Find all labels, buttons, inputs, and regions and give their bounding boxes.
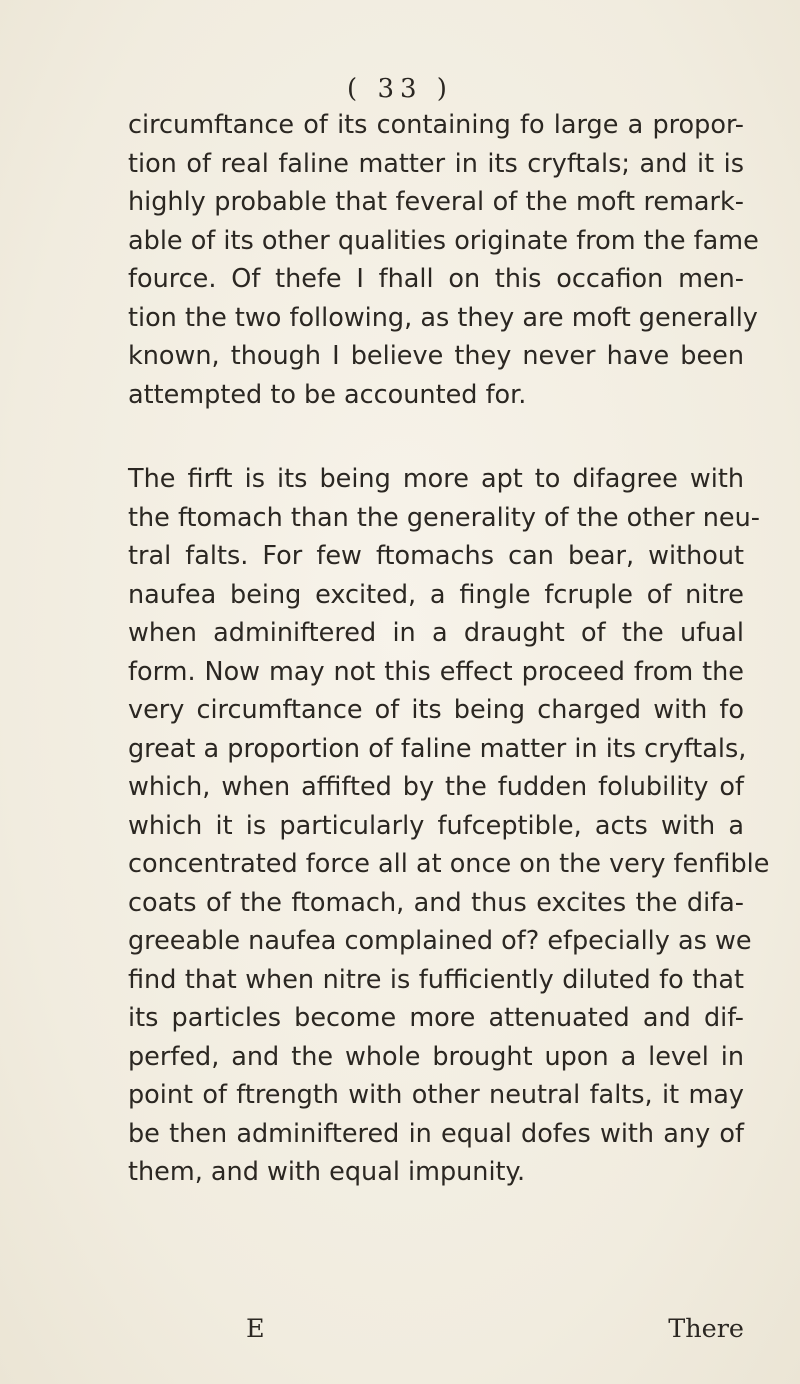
text-line: when adminiftered in a draught of the ufual — [128, 618, 744, 648]
signature-mark: E — [246, 1314, 265, 1344]
text-line: concentrated force all at once on the very fenfible — [128, 849, 770, 879]
text-line: circumftance of its containing fo large a propor- — [128, 110, 744, 140]
text-line: tral falts. For few ftomachs can bear, without — [128, 541, 744, 571]
text-line: able of its other qualities originate from the fame — [128, 225, 759, 256]
text-line: which, when affifted by the fudden folubility of — [128, 772, 744, 802]
page-number: ( 33 ) — [347, 74, 453, 104]
paragraph-gap — [128, 414, 744, 460]
text-line: the ftomach than the generality of the other neu- — [128, 502, 760, 533]
text-line: highly probable that feveral of the moft remark- — [128, 187, 744, 217]
text-line: The firft is its being more apt to difagree with — [128, 464, 744, 494]
catchword: There — [668, 1314, 744, 1344]
text-line: form. Now may not this effect proceed from the — [128, 656, 744, 687]
text-line: tion the two following, as they are moft generally — [128, 302, 758, 333]
text-line: which it is particularly fufceptible, acts with a — [128, 810, 744, 841]
text-line: great a proportion of faline matter in its cryftals, — [128, 733, 747, 764]
text-line: perfed, and the whole brought upon a level in — [128, 1041, 744, 1072]
text-line: very circumftance of its being charged with fo — [128, 695, 744, 725]
text-line: tion of real faline matter in its cryftals; and it is — [128, 148, 744, 179]
paragraph-1 — [128, 106, 759, 414]
text-line: find that when nitre is fufficiently diluted fo that — [128, 964, 744, 995]
text-line: its particles become more attenuated and dif- — [128, 1003, 744, 1033]
text-line: attempted to be accounted for. — [128, 379, 527, 410]
body-text — [128, 106, 770, 1192]
text-line: be then adminiftered in equal dofes with any of — [128, 1118, 744, 1149]
text-line: naufea being excited, a fingle fcruple of nitre — [128, 579, 744, 610]
text-line: point of ftrength with other neutral falts, it may — [128, 1080, 744, 1110]
text-line: fource. Of thefe I fhall on this occafion men- — [128, 264, 744, 294]
text-line: coats of the ftomach, and thus excites the difa- — [128, 887, 744, 918]
text-line: known, though I believe they never have been — [128, 341, 744, 371]
paragraph-2 — [128, 460, 770, 1192]
text-line: greeable naufea complained of? efpecially as we — [128, 926, 752, 956]
text-line: them, and with equal impunity. — [128, 1157, 526, 1187]
